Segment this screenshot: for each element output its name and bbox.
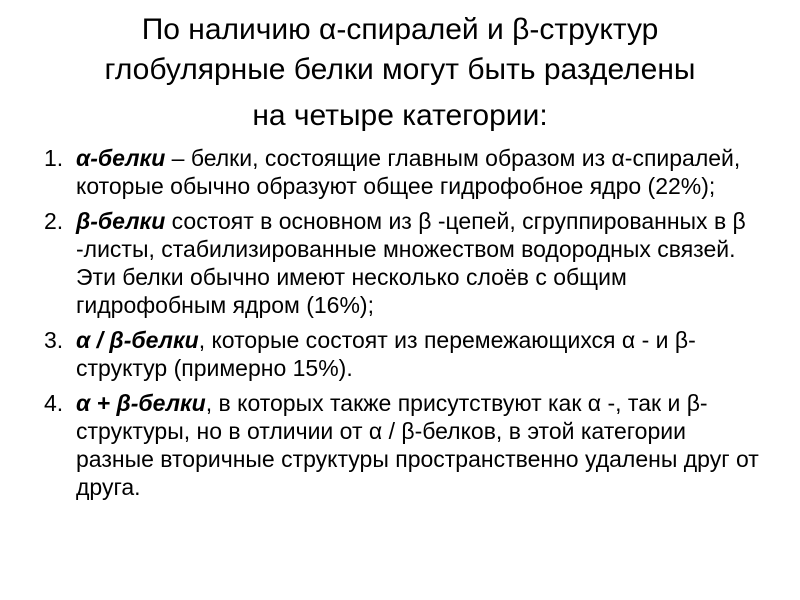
item-text: , в которых также присутствуют как α -, так и β-структуры, но в отличии от α / β-белков, в этой категории разные вторичные структуры пространственно удалены друг от друга. <box>76 390 759 500</box>
item-number: 2. <box>44 208 64 234</box>
item-text: , которые состоят из перемежающихся α - и β-структур (примерно 15%). <box>76 327 696 381</box>
item-term: α-белки <box>76 145 166 171</box>
title-line-3: на четыре категории: <box>252 99 548 132</box>
item-number: 1. <box>44 145 64 171</box>
title-line-1: По наличию α-спиралей и β-структур <box>141 13 659 46</box>
item-text: – белки, состоящие главным образом из α-спиралей, которые обычно образуют общее гидрофобное ядро (22%); <box>76 145 741 199</box>
list-item-alpha <box>44 144 760 200</box>
list-item-beta <box>44 207 760 319</box>
item-number: 4. <box>44 390 64 416</box>
item-term: α / β-белки <box>76 327 199 353</box>
item-term: α + β-белки <box>76 390 206 416</box>
list-item-alpha-plus-beta <box>44 389 760 501</box>
item-term: β-белки <box>76 208 166 234</box>
title-line-2: глобулярные белки могут быть разделены <box>104 53 696 86</box>
list-item-alpha-slash-beta <box>44 326 760 382</box>
slide-title <box>20 10 780 136</box>
item-number: 3. <box>44 327 64 353</box>
category-list <box>44 144 760 508</box>
item-text: состоят в основном из β -цепей, сгруппированных в β -листы, стабилизированные множеством водородных связей. Эти белки обычно имеют несколько слоёв с общим гидрофобным ядром (16%); <box>76 208 746 318</box>
